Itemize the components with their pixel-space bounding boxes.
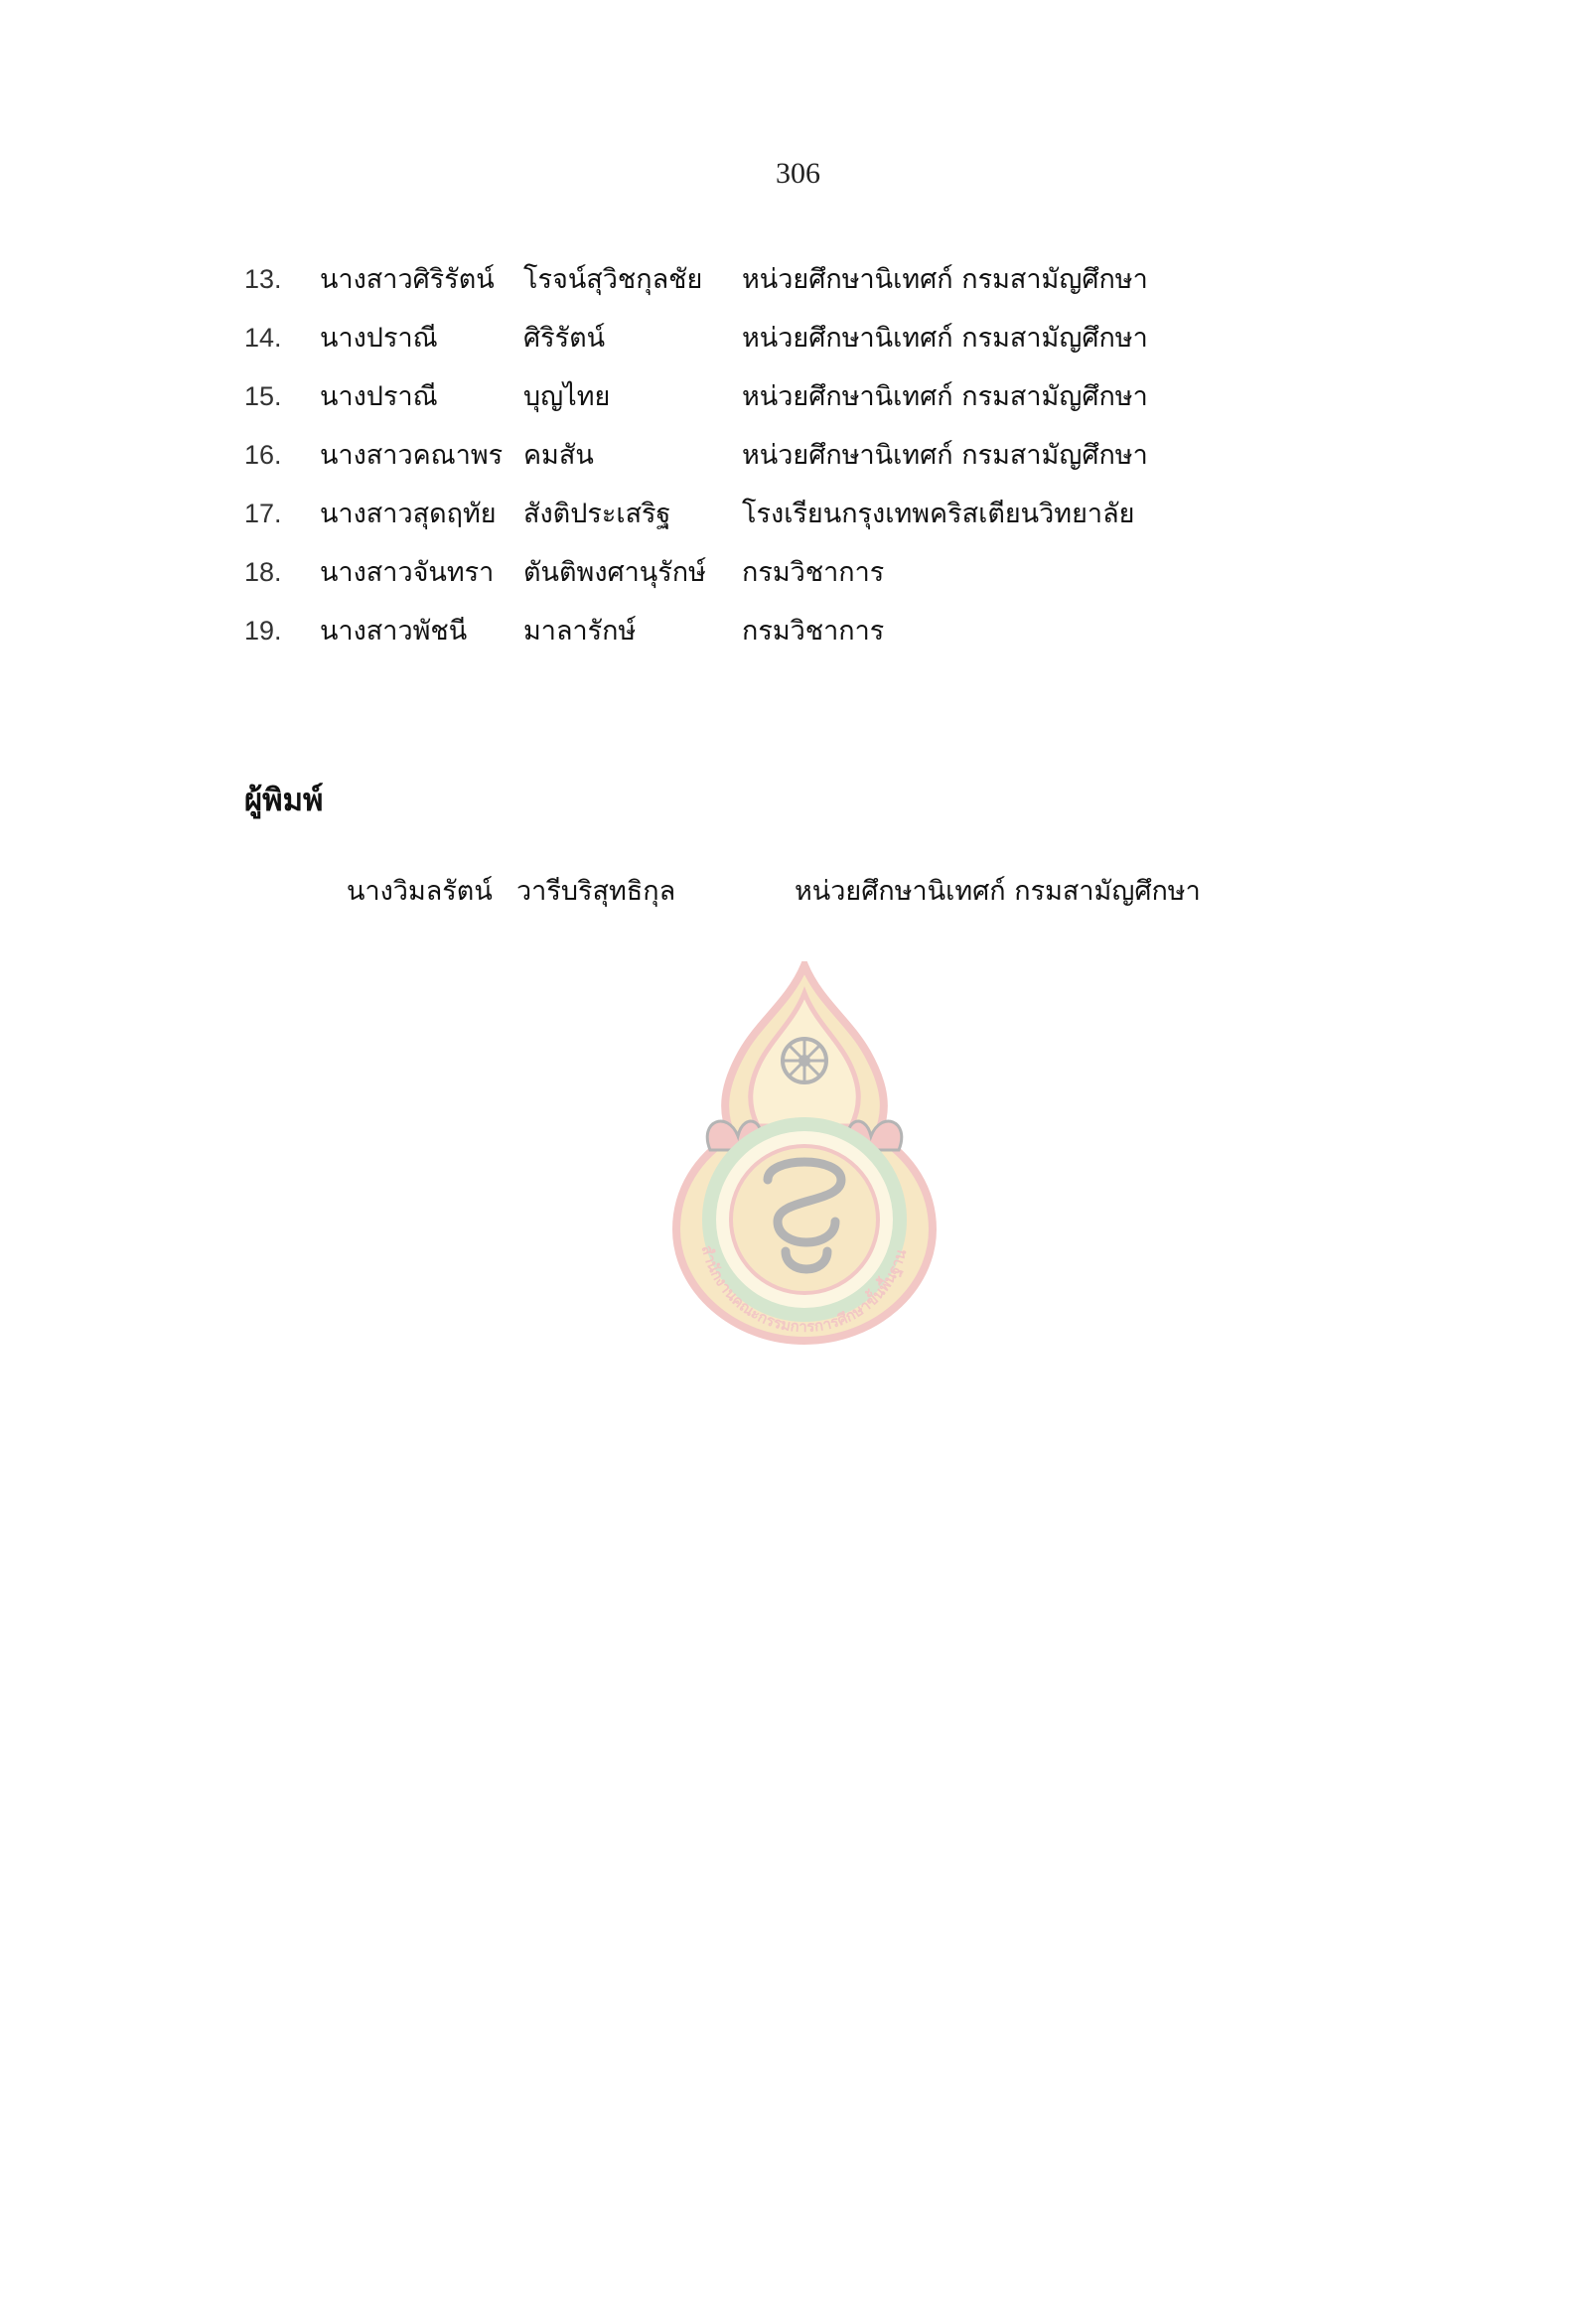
emblem-ring-text: สำนักงานคณะกรรมการการศึกษาขั้นพื้นฐาน [697, 1243, 911, 1337]
list-item [244, 485, 1237, 543]
member-list [244, 250, 1237, 660]
member-surname: ตันติพงศานุรักษ์ [523, 557, 706, 588]
printer-row [0, 862, 1596, 922]
member-agency: โรงเรียนกรุงเทพคริสเตียนวิทยาลัย [742, 499, 1135, 529]
member-surname: มาลารักษ์ [523, 616, 637, 647]
obec-emblem-watermark [658, 961, 950, 1351]
printer-surname: วารีบริสุทธิกุล [516, 876, 676, 907]
member-agency: หน่วยศึกษานิเทศก์ กรมสามัญศึกษา [742, 323, 1148, 354]
printer-section-heading: ผู้พิมพ์ [244, 783, 324, 818]
member-name: นางสาวคณาพร [320, 440, 504, 471]
member-name: นางสาวศิริรัตน์ [320, 264, 495, 295]
member-name: นางสาวสุดฤทัย [320, 499, 497, 529]
member-surname: ศิริรัตน์ [523, 323, 606, 354]
item-number: 16. [244, 440, 282, 470]
member-surname: โรจน์สุวิชกุลชัย [523, 264, 703, 295]
item-number: 13. [244, 264, 282, 294]
printer-agency: หน่วยศึกษานิเทศก์ กรมสามัญศึกษา [795, 876, 1201, 907]
list-item [244, 309, 1237, 367]
member-name: นางปราณี [320, 323, 438, 354]
item-number: 15. [244, 381, 282, 411]
member-surname: คมสัน [523, 440, 594, 471]
list-item [244, 250, 1237, 309]
member-surname: บุญไทย [523, 381, 611, 412]
member-surname: สังติประเสริฐ [523, 499, 671, 529]
printer-name: นางวิมลรัตน์ [347, 876, 493, 907]
list-item [244, 426, 1237, 485]
list-item [244, 367, 1237, 426]
member-agency: หน่วยศึกษานิเทศก์ กรมสามัญศึกษา [742, 440, 1148, 471]
member-agency: หน่วยศึกษานิเทศก์ กรมสามัญศึกษา [742, 264, 1148, 295]
item-number: 14. [244, 323, 282, 353]
item-number: 18. [244, 557, 282, 587]
item-number: 17. [244, 499, 282, 528]
list-item [244, 543, 1237, 602]
member-name: นางปราณี [320, 381, 438, 412]
member-agency: กรมวิชาการ [742, 616, 885, 647]
member-name: นางสาวจันทรา [320, 557, 495, 588]
list-item [244, 602, 1237, 660]
member-name: นางสาวพัชนี [320, 616, 468, 647]
page-number: 306 [776, 157, 820, 190]
member-agency: กรมวิชาการ [742, 557, 885, 588]
item-number: 19. [244, 616, 282, 646]
member-agency: หน่วยศึกษานิเทศก์ กรมสามัญศึกษา [742, 381, 1148, 412]
